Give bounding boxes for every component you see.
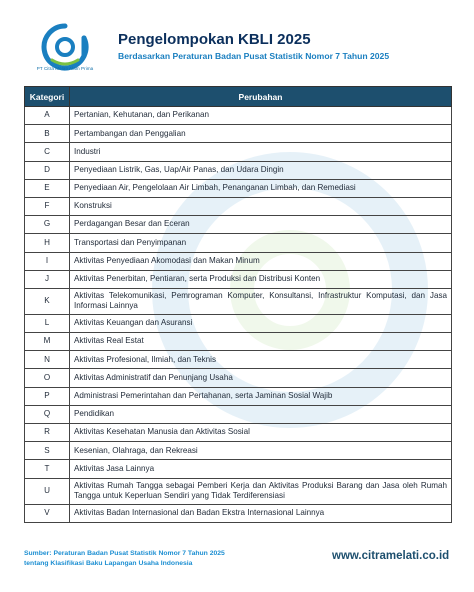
table-row	[25, 288, 452, 314]
category-code: J	[25, 270, 70, 288]
table-row	[25, 125, 452, 143]
table-row	[25, 442, 452, 460]
table-row	[25, 460, 452, 478]
category-description: Pertambangan dan Penggalian	[70, 125, 452, 143]
table-row	[25, 351, 452, 369]
category-code: G	[25, 216, 70, 234]
category-code: U	[25, 478, 70, 504]
column-header-kategori: Kategori	[25, 87, 70, 107]
category-code: Q	[25, 405, 70, 423]
table-row	[25, 161, 452, 179]
table-row	[25, 405, 452, 423]
kbli-table	[24, 86, 452, 523]
table-row	[25, 314, 452, 332]
table-row	[25, 252, 452, 270]
category-description: Perdagangan Besar dan Eceran	[70, 216, 452, 234]
table-header-row	[25, 87, 452, 107]
category-description: Aktivitas Profesional, Ilmiah, dan Teknis	[70, 351, 452, 369]
category-code: L	[25, 314, 70, 332]
company-logo-icon	[40, 22, 90, 72]
category-description: Penyediaan Air, Pengelolaan Air Limbah, Penanganan Limbah, dan Remediasi	[70, 179, 452, 197]
category-description: Aktivitas Real Estat	[70, 333, 452, 351]
category-description: Pertanian, Kehutanan, dan Perikanan	[70, 107, 452, 125]
document-header	[0, 0, 474, 80]
category-description: Aktivitas Penerbitan, Pentiaran, serta Produksi dan Distribusi Konten	[70, 270, 452, 288]
website-url: www.citramelati.co.id	[332, 550, 450, 562]
category-code: T	[25, 460, 70, 478]
category-description: Penyediaan Listrik, Gas, Uap/Air Panas, dan Udara Dingin	[70, 161, 452, 179]
table-row	[25, 369, 452, 387]
category-description: Aktivitas Telekomunikasi, Pemrograman Komputer, Konsultansi, Infrastruktur Komputasi, dan Jasa Informasi Lainnya	[70, 288, 452, 314]
table-row	[25, 216, 452, 234]
source-line-2: tentang Klasifikasi Baku Lapangan Usaha Indonesia	[24, 560, 193, 567]
table-row	[25, 270, 452, 288]
category-code: A	[25, 107, 70, 125]
category-code: D	[25, 161, 70, 179]
category-description: Aktivitas Rumah Tangga sebagai Pemberi Kerja dan Aktivitas Produksi Barang dan Jasa oleh Rumah Tangga untuk Keperluan Sendiri yang Tidak Terdiferensiasi	[70, 478, 452, 504]
category-code: C	[25, 143, 70, 161]
table-row	[25, 197, 452, 215]
category-code: V	[25, 504, 70, 522]
category-code: E	[25, 179, 70, 197]
category-description: Administrasi Pemerintahan dan Pertahanan, serta Jaminan Sosial Wajib	[70, 387, 452, 405]
table-row	[25, 143, 452, 161]
table-row	[25, 179, 452, 197]
category-code: O	[25, 369, 70, 387]
table-row	[25, 333, 452, 351]
category-code: I	[25, 252, 70, 270]
page-subtitle: Berdasarkan Peraturan Badan Pusat Statistik Nomor 7 Tahun 2025	[118, 51, 390, 61]
table-row	[25, 504, 452, 522]
category-description: Transportasi dan Penyimpanan	[70, 234, 452, 252]
category-code: P	[25, 387, 70, 405]
category-description: Kesenian, Olahraga, dan Rekreasi	[70, 442, 452, 460]
category-description: Industri	[70, 143, 452, 161]
category-description: Aktivitas Badan Internasional dan Badan Ekstra Internasional Lainnya	[70, 504, 452, 522]
category-code: F	[25, 197, 70, 215]
category-description: Konstruksi	[70, 197, 452, 215]
category-description: Aktivitas Keuangan dan Asuransi	[70, 314, 452, 332]
category-description: Aktivitas Jasa Lainnya	[70, 460, 452, 478]
category-code: N	[25, 351, 70, 369]
category-code: K	[25, 288, 70, 314]
source-note	[24, 549, 225, 569]
category-code: B	[25, 125, 70, 143]
source-line-1: Sumber: Peraturan Badan Pusat Statistik Nomor 7 Tahun 2025	[24, 550, 225, 557]
category-description: Aktivitas Kesehatan Manusia dan Aktivitas Sosial	[70, 424, 452, 442]
table-row	[25, 387, 452, 405]
category-description: Aktivitas Penyediaan Akomodasi dan Makan Minum	[70, 252, 452, 270]
logo-caption: PT Citra Melati Alam Prima	[36, 66, 94, 71]
category-code: S	[25, 442, 70, 460]
page-title: Pengelompokan KBLI 2025	[118, 31, 311, 48]
column-header-perubahan: Perubahan	[70, 87, 452, 107]
table-row	[25, 234, 452, 252]
table-row	[25, 107, 452, 125]
category-description: Pendidikan	[70, 405, 452, 423]
category-code: H	[25, 234, 70, 252]
table-row	[25, 478, 452, 504]
category-description: Aktivitas Administratif dan Penunjang Usaha	[70, 369, 452, 387]
table-row	[25, 424, 452, 442]
category-code: R	[25, 424, 70, 442]
category-code: M	[25, 333, 70, 351]
